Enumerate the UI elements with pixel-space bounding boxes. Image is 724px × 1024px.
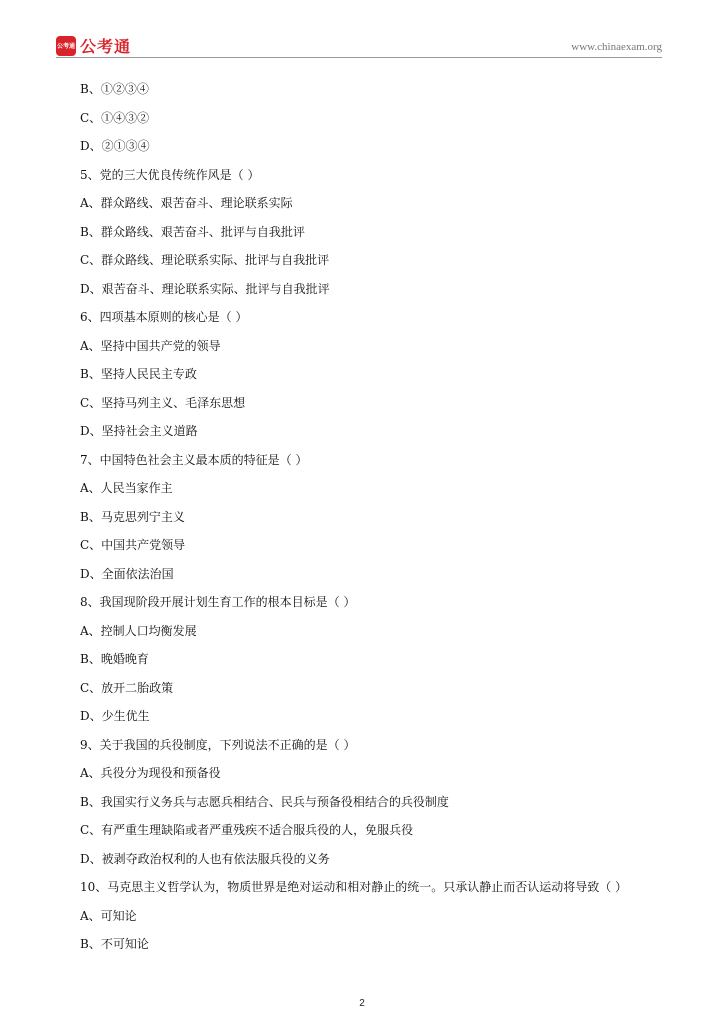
- site-url: www.chinaexam.org: [571, 41, 662, 53]
- question-line: 7、中国特色社会主义最本质的特征是（ ）: [80, 452, 308, 467]
- option-line: A、兵役分为现役和预备役: [80, 766, 221, 780]
- option-line: D、艰苦奋斗、理论联系实际、批评与自我批评: [80, 281, 330, 296]
- logo-text: 公考通: [80, 37, 132, 56]
- header-divider: [56, 57, 662, 58]
- option-line: C、①④③②: [80, 110, 150, 125]
- option-line: C、群众路线、理论联系实际、批评与自我批评: [80, 253, 330, 267]
- option-line: C、坚持马列主义、毛泽东思想: [80, 395, 246, 410]
- question-line: 5、党的三大优良传统作风是（ ）: [80, 167, 260, 182]
- question-line: 9、关于我国的兵役制度，下列说法不正确的是（ ）: [80, 737, 356, 752]
- option-line: C、中国共产党领导: [80, 538, 186, 552]
- option-line: B、①②③④: [80, 82, 149, 96]
- option-line: B、群众路线、艰苦奋斗、批评与自我批评: [80, 224, 305, 239]
- option-line: A、控制人口均衡发展: [80, 623, 197, 638]
- question-line: 8、我国现阶段开展计划生育工作的根本目标是（ ）: [80, 595, 356, 609]
- option-line: D、坚持社会主义道路: [80, 424, 198, 438]
- option-line: A、人民当家作主: [80, 481, 173, 495]
- question-line: 10、马克思主义哲学认为，物质世界是绝对运动和相对静止的统一。只承认静止而否认运动将导致（ ）: [80, 880, 628, 894]
- option-line: D、②①③④: [80, 139, 150, 153]
- option-line: A、群众路线、艰苦奋斗、理论联系实际: [80, 196, 293, 210]
- option-line: C、有严重生理缺陷或者严重残疾不适合服兵役的人，免服兵役: [80, 823, 414, 837]
- option-line: A、坚持中国共产党的领导: [80, 338, 221, 353]
- logo: [56, 34, 131, 57]
- logo-badge-icon: 公考通: [56, 36, 76, 56]
- option-line: B、我国实行义务兵与志愿兵相结合、民兵与预备役相结合的兵役制度: [80, 794, 449, 809]
- question-line: 6、四项基本原则的核心是（ ）: [80, 310, 248, 324]
- page-header: [56, 34, 662, 58]
- option-line: D、少生优生: [80, 709, 150, 723]
- option-line: D、全面依法治国: [80, 566, 174, 581]
- option-line: D、被剥夺政治权利的人也有依法服兵役的义务: [80, 851, 330, 866]
- option-line: B、不可知论: [80, 937, 149, 951]
- option-line: B、坚持人民民主专政: [80, 367, 197, 381]
- question-list: [80, 80, 680, 964]
- page-number: 2: [359, 998, 365, 1009]
- option-line: C、放开二胎政策: [80, 680, 174, 695]
- option-line: A、可知论: [80, 908, 137, 923]
- option-line: B、晚婚晚育: [80, 652, 149, 666]
- option-line: B、马克思列宁主义: [80, 509, 185, 524]
